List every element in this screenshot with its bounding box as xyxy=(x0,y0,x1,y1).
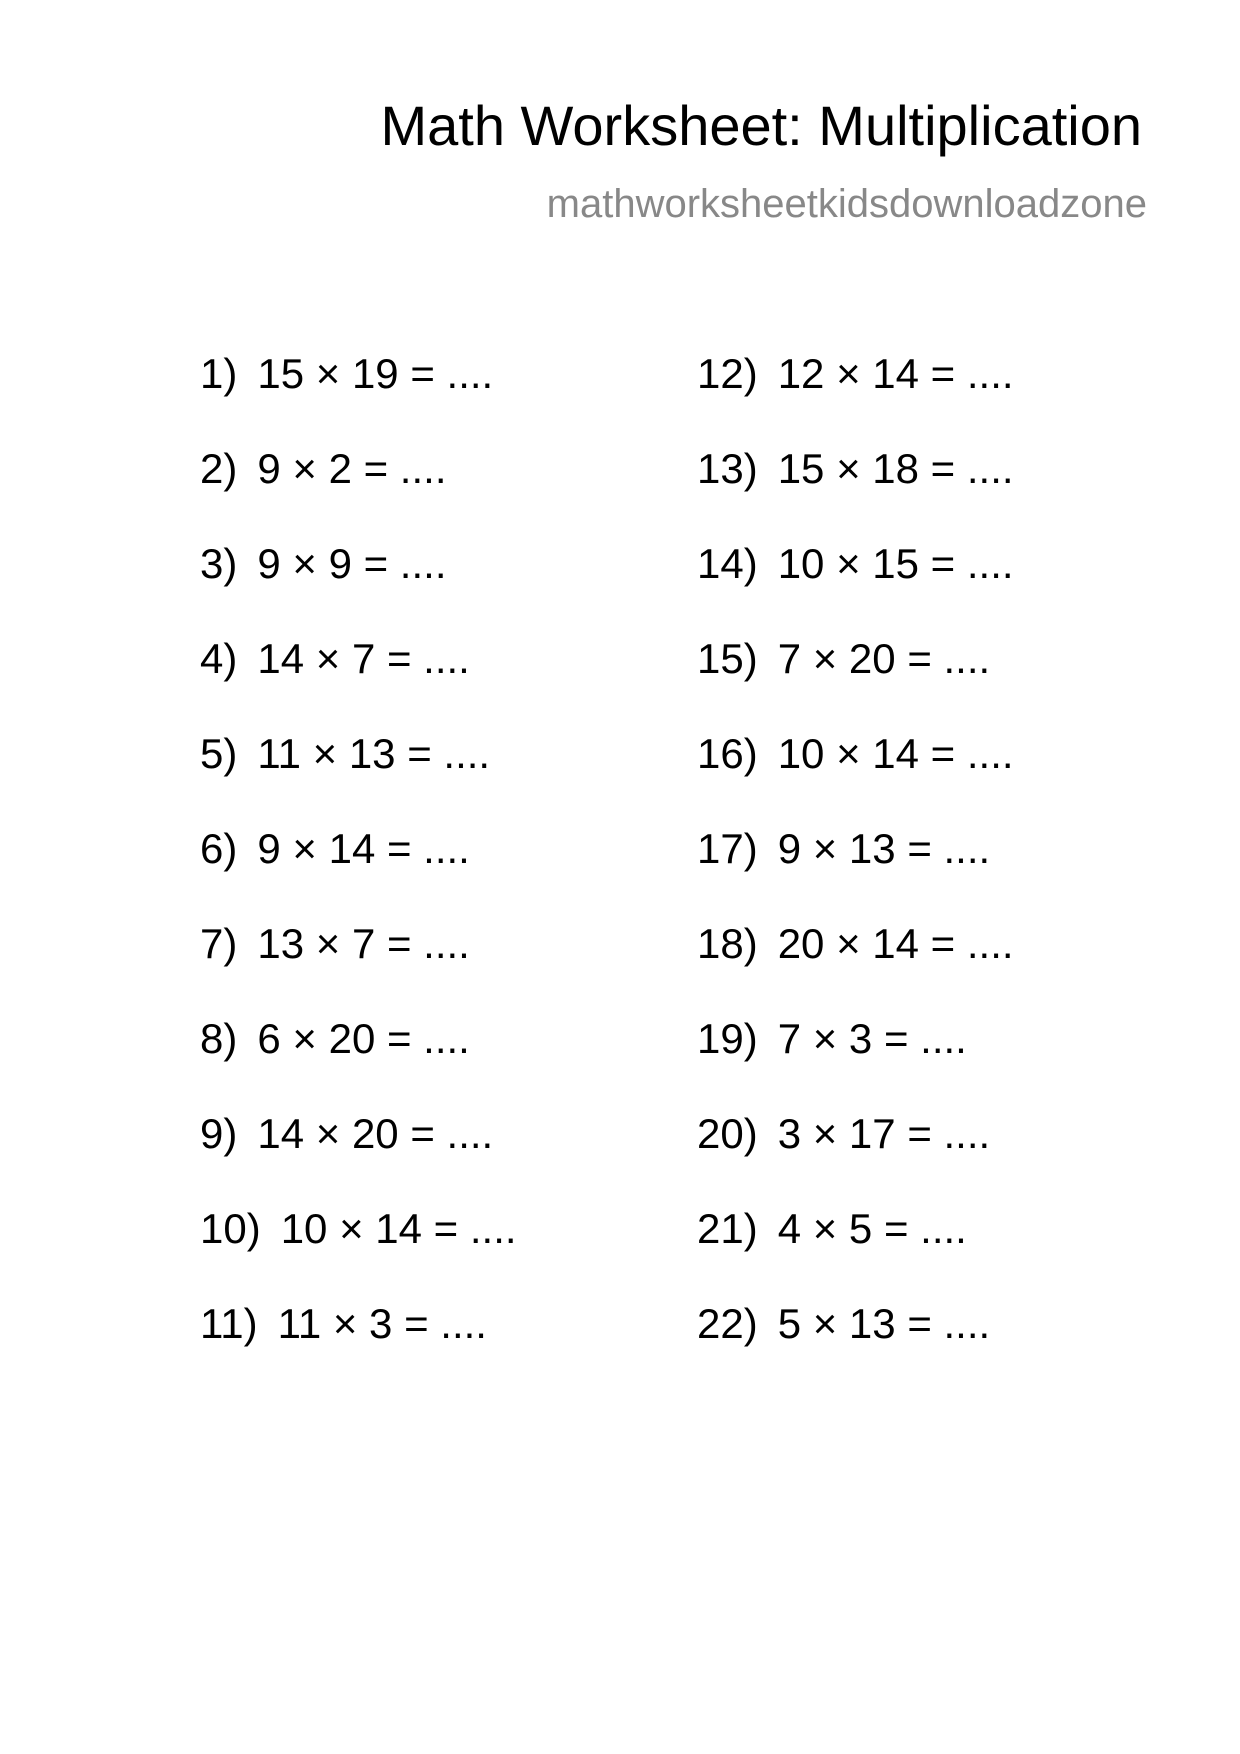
problem-expression: 13 × 7 = .... xyxy=(257,920,470,967)
problem-expression: 7 × 20 = .... xyxy=(777,635,991,682)
worksheet-title: Math Worksheet: Multiplication xyxy=(380,94,1142,157)
problem-item-8 xyxy=(200,1015,517,1110)
problem-number: 8) xyxy=(200,1015,238,1062)
problem-item-14 xyxy=(697,540,1014,635)
problem-expression: 10 × 15 = .... xyxy=(777,540,1014,587)
problem-number: 3) xyxy=(200,540,238,587)
problem-item-2 xyxy=(200,445,517,540)
problem-expression: 14 × 7 = .... xyxy=(257,635,470,682)
problem-number: 22) xyxy=(697,1300,758,1347)
problem-item-13 xyxy=(697,445,1014,540)
problem-expression: 6 × 20 = .... xyxy=(257,1015,470,1062)
problem-item-9 xyxy=(200,1110,517,1205)
problem-number: 16) xyxy=(697,730,758,777)
problem-expression: 5 × 13 = .... xyxy=(777,1300,991,1347)
problem-item-1 xyxy=(200,350,517,445)
problem-expression: 4 × 5 = .... xyxy=(777,1205,967,1252)
problem-expression: 20 × 14 = .... xyxy=(777,920,1014,967)
problem-list-left xyxy=(200,350,517,1395)
problem-number: 17) xyxy=(697,825,758,872)
problem-item-20 xyxy=(697,1110,1014,1205)
problem-expression: 11 × 13 = .... xyxy=(257,730,491,777)
problem-number: 21) xyxy=(697,1205,758,1252)
problem-number: 6) xyxy=(200,825,238,872)
problem-expression: 10 × 14 = .... xyxy=(280,1205,517,1252)
problem-number: 18) xyxy=(697,920,758,967)
problem-item-19 xyxy=(697,1015,1014,1110)
problem-item-5 xyxy=(200,730,517,825)
problem-expression: 3 × 17 = .... xyxy=(777,1110,991,1157)
problem-number: 13) xyxy=(697,445,758,492)
problem-item-3 xyxy=(200,540,517,635)
problem-number: 14) xyxy=(697,540,758,587)
problem-expression: 7 × 3 = .... xyxy=(777,1015,967,1062)
problem-number: 7) xyxy=(200,920,238,967)
problem-number: 11) xyxy=(200,1300,258,1347)
problem-list-right xyxy=(697,350,1014,1395)
problem-number: 4) xyxy=(200,635,238,682)
problem-expression: 9 × 14 = .... xyxy=(257,825,470,872)
problem-item-11 xyxy=(200,1300,517,1395)
problem-expression: 10 × 14 = .... xyxy=(777,730,1014,777)
problem-expression: 11 × 3 = .... xyxy=(277,1300,487,1347)
problem-expression: 15 × 18 = .... xyxy=(777,445,1014,492)
problem-expression: 12 × 14 = .... xyxy=(777,350,1014,397)
problem-number: 19) xyxy=(697,1015,758,1062)
problem-expression: 15 × 19 = .... xyxy=(257,350,494,397)
problem-expression: 14 × 20 = .... xyxy=(257,1110,494,1157)
problem-number: 20) xyxy=(697,1110,758,1157)
problem-item-16 xyxy=(697,730,1014,825)
problem-item-10 xyxy=(200,1205,517,1300)
problem-item-15 xyxy=(697,635,1014,730)
problem-expression: 9 × 13 = .... xyxy=(777,825,991,872)
problem-number: 2) xyxy=(200,445,238,492)
worksheet-subtitle: mathworksheetkidsdownloadzone xyxy=(546,182,1147,226)
problem-number: 10) xyxy=(200,1205,261,1252)
problem-item-4 xyxy=(200,635,517,730)
problem-item-17 xyxy=(697,825,1014,920)
problem-item-18 xyxy=(697,920,1014,1015)
problem-item-21 xyxy=(697,1205,1014,1300)
problem-number: 5) xyxy=(200,730,238,777)
problem-item-12 xyxy=(697,350,1014,445)
problem-item-6 xyxy=(200,825,517,920)
problem-number: 9) xyxy=(200,1110,238,1157)
problem-number: 12) xyxy=(697,350,758,397)
problem-number: 15) xyxy=(697,635,758,682)
problem-item-7 xyxy=(200,920,517,1015)
problem-item-22 xyxy=(697,1300,1014,1395)
problem-expression: 9 × 9 = .... xyxy=(257,540,447,587)
problem-expression: 9 × 2 = .... xyxy=(257,445,447,492)
problem-number: 1) xyxy=(200,350,238,397)
